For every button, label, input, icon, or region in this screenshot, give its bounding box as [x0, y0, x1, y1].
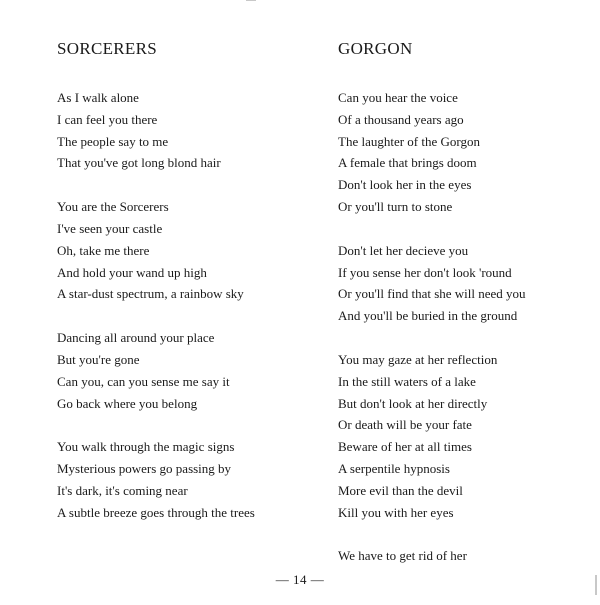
stanza	[338, 240, 588, 327]
stanza	[57, 436, 307, 523]
stanza	[57, 196, 307, 305]
stanza	[338, 87, 588, 218]
lyric-line: A serpentile hypnosis	[338, 460, 450, 476]
lyric-line: If you sense her don't look 'round	[338, 264, 512, 280]
lyric-line: Beware of her at all times	[338, 439, 472, 455]
stanza	[57, 327, 307, 414]
lyric-line: Don't let her decieve you	[338, 242, 469, 258]
lyric-line: The laughter of the Gorgon	[338, 133, 480, 149]
lyric-line: Or you'll find that she will need you	[338, 286, 526, 302]
lyric-line: You may gaze at her reflection	[338, 351, 498, 367]
lyric-line: Can you hear the voice	[338, 90, 458, 105]
lyric-line: That you've got long blond hair	[57, 155, 221, 171]
lyric-line: Dancing all around your place	[57, 330, 215, 346]
scan-edge-mark	[246, 0, 256, 1]
lyric-line: Oh, take me there	[57, 242, 150, 258]
lyric-line: As I walk alone	[57, 90, 139, 105]
lyric-line: A subtle breeze goes through the trees	[57, 504, 255, 520]
lyric-line: And you'll be buried in the ground	[338, 308, 518, 324]
poem-title: GORGON	[338, 39, 413, 58]
page-number: — 14 —	[275, 572, 325, 587]
lyric-line: We have to get rid of her	[338, 548, 467, 564]
lyric-line: The people say to me	[57, 133, 169, 149]
lyric-line: Can you, can you sense me say it	[57, 373, 230, 389]
stanza	[338, 349, 588, 523]
poem-gorgon	[338, 38, 588, 589]
lyric-line: I've seen your castle	[57, 220, 163, 236]
lyric-line: I can feel you there	[57, 111, 158, 127]
poem-title: SORCERERS	[57, 39, 158, 58]
lyric-line: A star-dust spectrum, a rainbow sky	[57, 286, 244, 302]
lyric-line: You walk through the magic signs	[57, 439, 235, 455]
lyric-line: Mysterious powers go passing by	[57, 461, 232, 477]
lyric-line: You are the Sorcerers	[57, 199, 169, 215]
lyric-line: It's dark, it's coming near	[57, 482, 188, 498]
lyric-line: Or death will be your fate	[338, 417, 472, 433]
lyric-line: More evil than the devil	[338, 482, 463, 498]
lyric-line: But don't look at her directly	[338, 395, 488, 411]
lyric-line: Don't look her in the eyes	[338, 177, 472, 193]
stanza	[338, 545, 588, 567]
lyric-line: A female that brings doom	[338, 155, 477, 171]
lyric-line: And hold your wand up high	[57, 264, 207, 280]
stanza	[57, 87, 307, 174]
lyric-line: But you're gone	[57, 351, 140, 367]
lyric-line: Or you'll turn to stone	[338, 198, 453, 214]
lyric-line: Go back where you belong	[57, 395, 198, 411]
lyric-line: Kill you with her eyes	[338, 504, 454, 520]
poem-sorcerers	[57, 38, 307, 546]
lyric-line: In the still waters of a lake	[338, 373, 476, 389]
lyric-line: Of a thousand years ago	[338, 111, 464, 127]
